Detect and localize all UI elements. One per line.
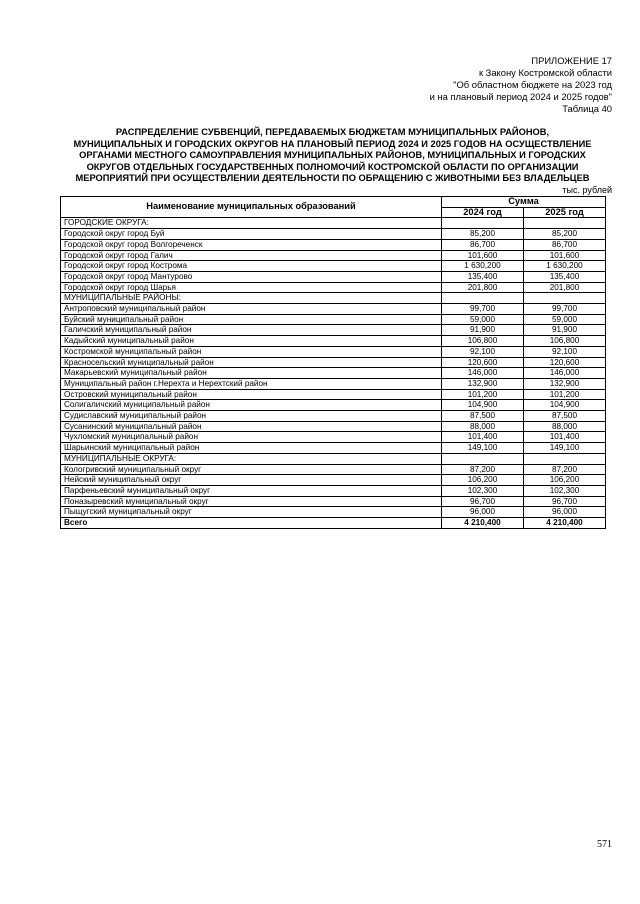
- amount-2024: 102,300: [442, 485, 524, 496]
- amount-2024: 201,800: [442, 282, 524, 293]
- municipality-name: Островский муниципальный район: [61, 389, 442, 400]
- amount-2024: 86,700: [442, 239, 524, 250]
- municipality-name: Городской округ город Шарья: [61, 282, 442, 293]
- table-row: [61, 282, 606, 293]
- appendix-header: [252, 55, 612, 115]
- municipality-name: Муниципальный район г.Нерехта и Нерехтский район: [61, 378, 442, 389]
- amount-2024: 101,400: [442, 432, 524, 443]
- table-row: [61, 271, 606, 282]
- table-row: [61, 250, 606, 261]
- amount-2025: 88,000: [524, 421, 606, 432]
- table-row: [61, 304, 606, 315]
- municipality-name: Городской округ город Волгореченск: [61, 239, 442, 250]
- table-row: [61, 229, 606, 240]
- table-body: [61, 218, 606, 528]
- appendix-number: ПРИЛОЖЕНИЕ 17: [531, 55, 612, 66]
- total-2025: 4 210,400: [524, 518, 606, 529]
- table-row: [61, 421, 606, 432]
- table-row: [61, 496, 606, 507]
- amount-2024: 99,700: [442, 304, 524, 315]
- municipality-name: Парфеньевский муниципальный округ: [61, 485, 442, 496]
- total-row: [61, 518, 606, 529]
- amount-2024: 104,900: [442, 400, 524, 411]
- subsidy-table: [60, 196, 606, 529]
- amount-2025: [524, 453, 606, 464]
- amount-2024: 85,200: [442, 229, 524, 240]
- municipality-name: ГОРОДСКИЕ ОКРУГА:: [61, 218, 442, 229]
- title-line: МЕРОПРИЯТИЙ ПРИ ОСУЩЕСТВЛЕНИИ ДЕЯТЕЛЬНОСТИ ПО ОБРАЩЕНИЮ С ЖИВОТНЫМИ БЕЗ ВЛАДЕЛЬЦЕВ: [75, 173, 590, 183]
- amount-2025: 1 630,200: [524, 261, 606, 272]
- table-row: [61, 443, 606, 454]
- amount-2025: 87,500: [524, 411, 606, 422]
- amount-2025: 101,600: [524, 250, 606, 261]
- municipality-name: Городской округ город Буй: [61, 229, 442, 240]
- table-row: [61, 485, 606, 496]
- amount-2025: 99,700: [524, 304, 606, 315]
- column-header-sum: Сумма: [442, 197, 606, 208]
- table-row: [61, 432, 606, 443]
- municipality-name: Костромской муниципальный район: [61, 346, 442, 357]
- column-header-name: Наименование муниципальных образований: [61, 197, 442, 218]
- amount-2024: 106,200: [442, 475, 524, 486]
- table-row: [61, 368, 606, 379]
- municipality-name: Сусанинский муниципальный район: [61, 421, 442, 432]
- municipality-name: Нейский муниципальный округ: [61, 475, 442, 486]
- amount-2024: 101,200: [442, 389, 524, 400]
- amount-2025: 104,900: [524, 400, 606, 411]
- amount-2024: 135,400: [442, 271, 524, 282]
- amount-2024: 146,000: [442, 368, 524, 379]
- table-row: [61, 239, 606, 250]
- amount-2024: 96,000: [442, 507, 524, 518]
- amount-2025: 106,800: [524, 336, 606, 347]
- document-title: [60, 127, 605, 185]
- amount-2025: 102,300: [524, 485, 606, 496]
- table-row: [61, 218, 606, 229]
- amount-2025: 120,600: [524, 357, 606, 368]
- amount-2025: 146,000: [524, 368, 606, 379]
- title-line: ОРГАНАМИ МЕСТНОГО САМОУПРАВЛЕНИЯ МУНИЦИПАЛЬНЫХ РАЙОНОВ, МУНИЦИПАЛЬНЫХ И ГОРОДСКИХ: [79, 150, 586, 160]
- amount-2025: 96,700: [524, 496, 606, 507]
- title-line: ОКРУГОВ ОТДЕЛЬНЫХ ГОСУДАРСТВЕННЫХ ПОЛНОМОЧИЙ КОСТРОМСКОЙ ОБЛАСТИ ПО ОРГАНИЗАЦИИ: [86, 161, 579, 172]
- law-title-line1: "Об областном бюджете на 2023 год: [453, 79, 612, 90]
- amount-2025: 149,100: [524, 443, 606, 454]
- municipality-name: МУНИЦИПАЛЬНЫЕ ОКРУГА:: [61, 453, 442, 464]
- table-row: [61, 453, 606, 464]
- amount-2024: [442, 453, 524, 464]
- amount-2025: 132,900: [524, 378, 606, 389]
- municipality-name: Пыщугский муниципальный округ: [61, 507, 442, 518]
- total-label: Всего: [61, 518, 442, 529]
- table-row: [61, 261, 606, 272]
- amount-2024: 87,200: [442, 464, 524, 475]
- amount-2024: 106,800: [442, 336, 524, 347]
- table-row: [61, 464, 606, 475]
- amount-2024: 1 630,200: [442, 261, 524, 272]
- amount-2025: 85,200: [524, 229, 606, 240]
- column-header-2025: 2025 год: [524, 207, 606, 218]
- amount-2025: 92,100: [524, 346, 606, 357]
- amount-2025: 106,200: [524, 475, 606, 486]
- table-row: [61, 314, 606, 325]
- municipality-name: Макарьевский муниципальный район: [61, 368, 442, 379]
- amount-2025: 96,000: [524, 507, 606, 518]
- table-row: [61, 389, 606, 400]
- amount-2024: 91,900: [442, 325, 524, 336]
- unit-note: тыс. рублей: [562, 185, 612, 195]
- title-line: РАСПРЕДЕЛЕНИЕ СУБВЕНЦИЙ, ПЕРЕДАВАЕМЫХ БЮДЖЕТАМ МУНИЦИПАЛЬНЫХ РАЙОНОВ,: [115, 127, 550, 137]
- law-title-line2: и на плановый период 2024 и 2025 годов": [429, 91, 612, 102]
- table-row: [61, 293, 606, 304]
- amount-2025: 201,800: [524, 282, 606, 293]
- amount-2024: 132,900: [442, 378, 524, 389]
- amount-2024: 92,100: [442, 346, 524, 357]
- amount-2025: 101,200: [524, 389, 606, 400]
- amount-2024: 88,000: [442, 421, 524, 432]
- municipality-name: Городской округ город Мантурово: [61, 271, 442, 282]
- amount-2025: 59,000: [524, 314, 606, 325]
- municipality-name: Антроповский муниципальный район: [61, 304, 442, 315]
- table-row: [61, 411, 606, 422]
- municipality-name: Судиславский муниципальный район: [61, 411, 442, 422]
- law-reference: к Закону Костромской области: [478, 67, 612, 78]
- municipality-name: Поназыревский муниципальный округ: [61, 496, 442, 507]
- table-row: [61, 507, 606, 518]
- amount-2024: 59,000: [442, 314, 524, 325]
- table-row: [61, 325, 606, 336]
- table-row: [61, 357, 606, 368]
- municipality-name: Городской округ город Кострома: [61, 261, 442, 272]
- municipality-name: Галичский муниципальный район: [61, 325, 442, 336]
- page-number: 571: [597, 839, 612, 850]
- amount-2024: 101,600: [442, 250, 524, 261]
- amount-2025: 87,200: [524, 464, 606, 475]
- municipality-name: Городской округ город Галич: [61, 250, 442, 261]
- table-row: [61, 346, 606, 357]
- table-row: [61, 475, 606, 486]
- municipality-name: Кадыйский муниципальный район: [61, 336, 442, 347]
- table-row: [61, 336, 606, 347]
- table-row: [61, 378, 606, 389]
- amount-2024: 87,500: [442, 411, 524, 422]
- amount-2025: 135,400: [524, 271, 606, 282]
- amount-2025: [524, 218, 606, 229]
- municipality-name: Буйский муниципальный район: [61, 314, 442, 325]
- amount-2025: [524, 293, 606, 304]
- amount-2025: 91,900: [524, 325, 606, 336]
- municipality-name: Красносельский муниципальный район: [61, 357, 442, 368]
- total-2024: 4 210,400: [442, 518, 524, 529]
- amount-2024: [442, 293, 524, 304]
- municipality-name: Кологривский муниципальный округ: [61, 464, 442, 475]
- amount-2025: 101,400: [524, 432, 606, 443]
- amount-2025: 86,700: [524, 239, 606, 250]
- title-line: МУНИЦИПАЛЬНЫХ И ГОРОДСКИХ ОКРУГОВ НА ПЛАНОВЫЙ ПЕРИОД 2024 И 2025 ГОДОВ НА ОСУЩЕСТВЛЕНИЕ: [73, 138, 592, 149]
- amount-2024: 149,100: [442, 443, 524, 454]
- municipality-name: Солигаличский муниципальный район: [61, 400, 442, 411]
- municipality-name: МУНИЦИПАЛЬНЫЕ РАЙОНЫ:: [61, 293, 442, 304]
- column-header-2024: 2024 год: [442, 207, 524, 218]
- municipality-name: Чухломский муниципальный район: [61, 432, 442, 443]
- amount-2024: 120,600: [442, 357, 524, 368]
- table-row: [61, 400, 606, 411]
- amount-2024: [442, 218, 524, 229]
- amount-2024: 96,700: [442, 496, 524, 507]
- municipality-name: Шарьинский муниципальный район: [61, 443, 442, 454]
- table-number: Таблица 40: [562, 103, 612, 114]
